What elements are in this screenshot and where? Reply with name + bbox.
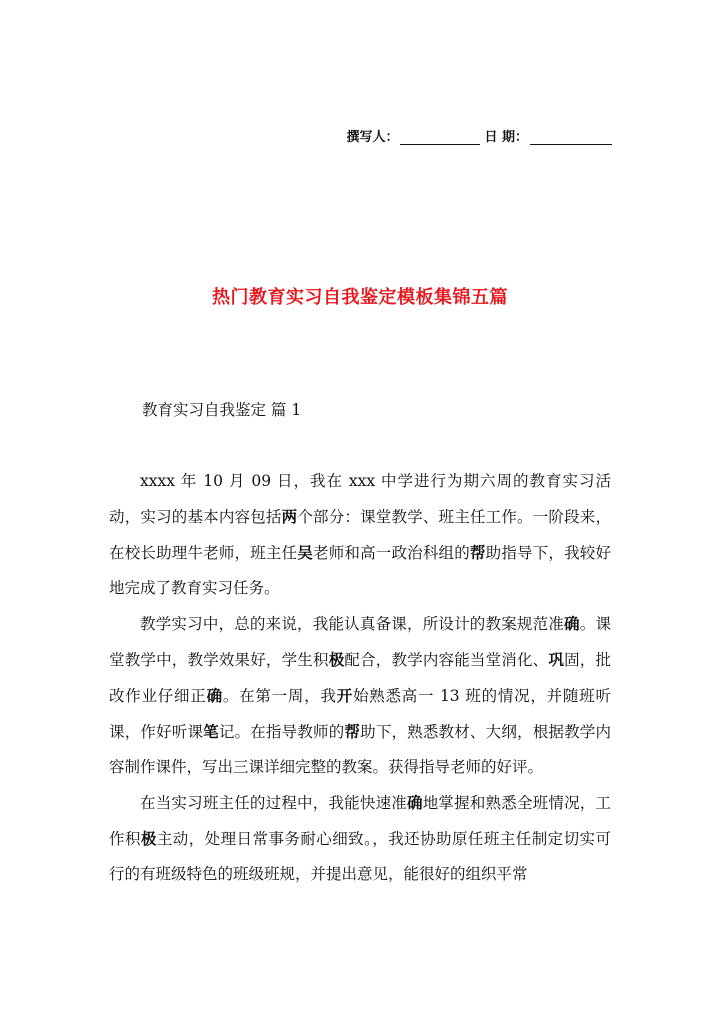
- date-blank: [530, 130, 612, 145]
- author-label: 撰写人：: [346, 130, 399, 145]
- author-blank: [400, 130, 480, 145]
- paragraph: 在当实习班主任的过程中，我能快速准确地掌握和熟悉全班情况，工作积极主动，处理日常事务耐心细致。，我还协助原任班主任制定切实可行的有班级特色的班级班规，并提出意见，能很好的组织平常: [109, 793, 611, 883]
- author-date-line: [346, 126, 612, 145]
- paragraph: 教学实习中，总的来说，我能认真备课，所设计的教案规范准确。课堂教学中，教学效果好，学生积极配合，教学内容能当堂消化、巩固，批改作业仔细正确。在第一周，我开始熟悉高一 13 班的情况，并随班听课，作好听课笔记。在指导教师的帮助下，熟悉教材、大纲，根据教学内容制作课件，写出三课详细完整的教案。获得指导老师的好评。: [109, 614, 611, 776]
- date-label: 日 期：: [484, 130, 528, 145]
- paragraph: xxxx 年 10 月 09 日，我在 xxx 中学进行为期六周的教育实习活动，实习的基本内容包括两个部分：课堂教学、班主任工作。一阶段来，在校长助理牛老师，班主任吴老师和高一政治科组的帮助指导下，我较好地完成了教育实习任务。: [109, 472, 611, 597]
- document-title: 热门教育实习自我鉴定模板集锦五篇: [212, 287, 508, 308]
- body-text: [109, 464, 611, 892]
- section-heading: 教育实习自我鉴定 篇 1: [142, 401, 302, 419]
